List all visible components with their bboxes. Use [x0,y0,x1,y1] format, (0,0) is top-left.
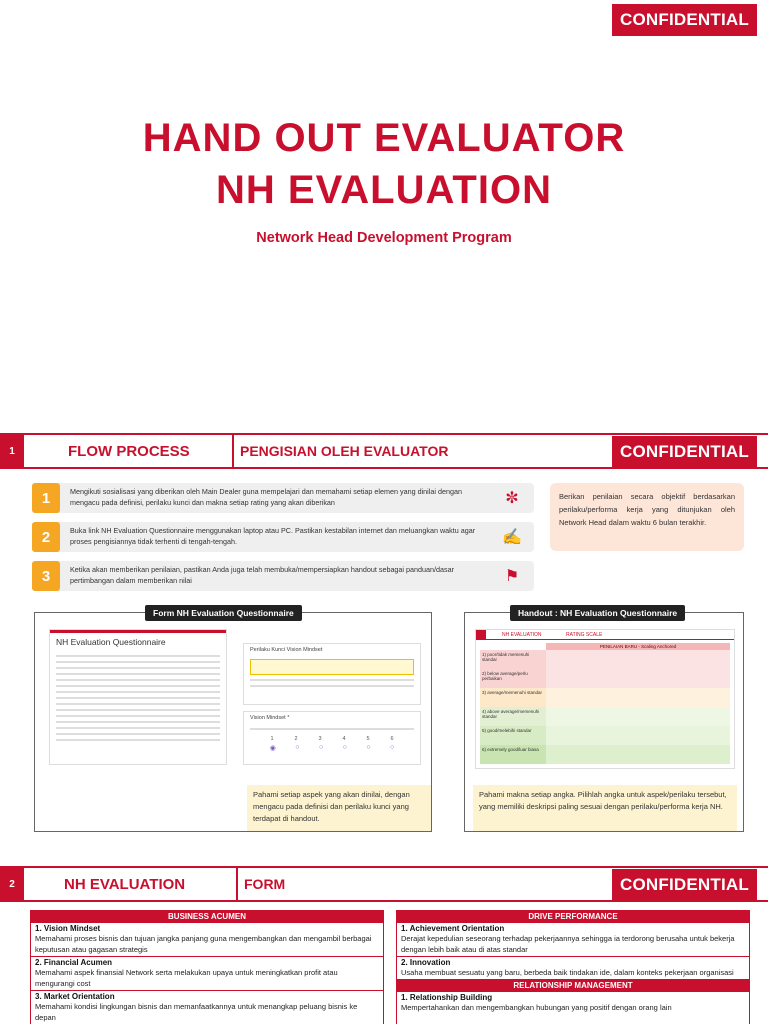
table-row [31,991,383,1024]
form-mock-left [49,629,227,765]
section2-label: NH EVALUATION [64,875,186,893]
confidential-badge: CONFIDENTIAL [612,869,757,901]
scale-option[interactable]: 3 [318,736,322,742]
handout-panel-title: Handout : NH Evaluation Questionnaire [510,605,685,621]
step-number: 1 [32,483,60,513]
step-number: 2 [32,522,60,552]
table-header: RELATIONSHIP MANAGEMENT [397,980,749,992]
scale-option[interactable]: 6 [390,736,394,742]
table-header: BUSINESS ACUMEN [31,911,383,923]
cover-title-line2: NH EVALUATION [216,168,552,212]
step-text: Buka link NH Evaluation Questionnaire menggunakan laptop atau PC. Pastikan kestabilan internet dan meluangkan waktu agar proses pengisiannya tidak terhenti di tengah-tengah. [70,526,476,546]
scale-option[interactable]: 5 [366,736,370,742]
step-3 [32,561,534,591]
form-mock-scale-label: Vision Mindset * [250,715,290,721]
table-row [397,923,749,957]
item-desc: Mempertahankan dan mengembangkan hubungan yang positif dengan orang lain [401,1003,672,1012]
table-row [31,957,383,991]
form-caption: Pahami setiap aspek yang akan dinilai, dengan mengacu pada definisi dan perilaku kunci yang terdapat di handout. [247,785,431,831]
item-title: 3. Market Orientation [35,992,115,1001]
scale-option[interactable]: 1 [270,736,274,742]
section1-sublabel: PENGISIAN OLEH EVALUATOR [232,435,448,467]
rating-label: 4) above average/memenuhi standar [480,707,546,726]
rating-label: 1) poor/tidak memenuhi standar [480,650,546,669]
confidential-badge: CONFIDENTIAL [612,436,757,468]
step-2 [32,522,534,552]
form-mock-scale [243,711,421,765]
section1-label: FLOW PROCESS [68,442,190,460]
handout-panel [464,608,744,832]
form-mock-title: NH Evaluation Questionnaire [56,637,166,647]
cover-subtitle: Network Head Development Program [256,230,512,246]
rating-label: 2) below average/perlu perbaikan [480,669,546,688]
objectivity-note: Berikan penilaian secara objektif berdasarkan perilaku/performa kerja yang ditunjukan oleh Network Head dalam waktu 6 bulan terakhir. [550,483,744,551]
handout-mock [475,629,735,769]
item-title: 1. Relationship Building [401,993,493,1002]
touch-screen-icon: ✍ [502,529,522,546]
step-text: Mengikuti sosialisasi yang diberikan oleh Main Dealer guna mempelajari dan memahami setiap elemen yang dinilai dengan mengacu pada definisi, perilaku kunci dan makna setiap rating yang akan diberikan [70,487,462,507]
radio-icon[interactable]: ○ [295,744,300,751]
handout-caption: Pahami makna setiap angka. Pilihlah angka untuk aspek/perilaku tersebut, yang memiliki deskripsi paling sesuai dengan perilaku/performa kerja NH. [473,785,737,831]
rating-label: 6) extremely good/luar biasa [480,745,546,764]
cover-page [0,0,768,430]
item-desc: Memahami aspek finansial Network serta melakukan upaya untuk meningkatkan profit atau mengurangi cost [35,968,338,988]
section1-number: 1 [0,435,24,467]
handout-col2: RATING SCALE [566,631,603,638]
scale-option[interactable]: 4 [342,736,346,742]
item-desc: Memahami proses bisnis dan tujuan jangka panjang guna mengembangkan dan mengambil berbagai keputusan atau gagasan strategis [35,934,372,954]
item-desc: Usaha membuat sesuatu yang baru, berbeda baik tindakan ide, dalam konteks pekerjaan organisasi [401,968,734,977]
business-acumen-table [30,910,384,1024]
cover-title-line1: HAND OUT EVALUATOR [142,116,626,160]
item-title: 2. Innovation [401,958,451,967]
section2-number: 2 [0,868,24,900]
table-row [397,992,749,1014]
step-number: 3 [32,561,60,591]
lungs-icon: ✼ [505,490,519,507]
item-title: 1. Vision Mindset [35,924,101,933]
form-panel [34,608,432,832]
radio-icon[interactable]: ◉ [269,745,276,752]
form-panel-title: Form NH Evaluation Questionnaire [145,605,302,621]
handout-col1: NH EVALUATION [502,631,542,638]
section2-sublabel: FORM [236,868,285,900]
item-desc: Derajat kepedulian seseorang terhadap pekerjaannya sehingga ia terdorong berusaha untuk bekerja dengan lebih baik atau di atas standar [401,934,735,954]
table-row [31,923,383,957]
drive-performance-table [396,910,750,1024]
item-desc: Memahami kondisi lingkungan bisnis dan memanfaatkannya untuk menangkap peluang bisnis ke depan [35,1002,358,1022]
confidential-badge: CONFIDENTIAL [612,4,757,36]
rating-label: 3) average/memenuhi standar [480,688,546,707]
item-title: 2. Financial Acumen [35,958,113,967]
item-title: 1. Achievement Orientation [401,924,505,933]
table-row [397,957,749,980]
form-mock-right-top [243,643,421,705]
step-1 [32,483,534,513]
step-text: Ketika akan memberikan penilaian, pastikan Anda juga telah membuka/mempersiapkan handout sebagai panduan/dasar pertimbangan dalam memberikan nilai [70,565,454,585]
rating-label: 5) good/melebihi standar [480,726,546,745]
radio-icon[interactable]: ○ [342,744,347,751]
radio-row [244,742,420,754]
scale-option[interactable]: 2 [294,736,298,742]
bookmark-icon: ⚑ [504,568,520,585]
table-header: DRIVE PERFORMANCE [397,911,749,923]
radio-icon[interactable]: ○ [318,744,324,751]
handout-band: PENILAIAN BARU - Scaling Anchored [546,643,730,650]
radio-icon[interactable]: ○ [366,744,371,751]
form-mock-right-title: Perilaku Kunci Vision Mindset [250,647,323,653]
radio-icon[interactable]: ○ [390,744,395,751]
